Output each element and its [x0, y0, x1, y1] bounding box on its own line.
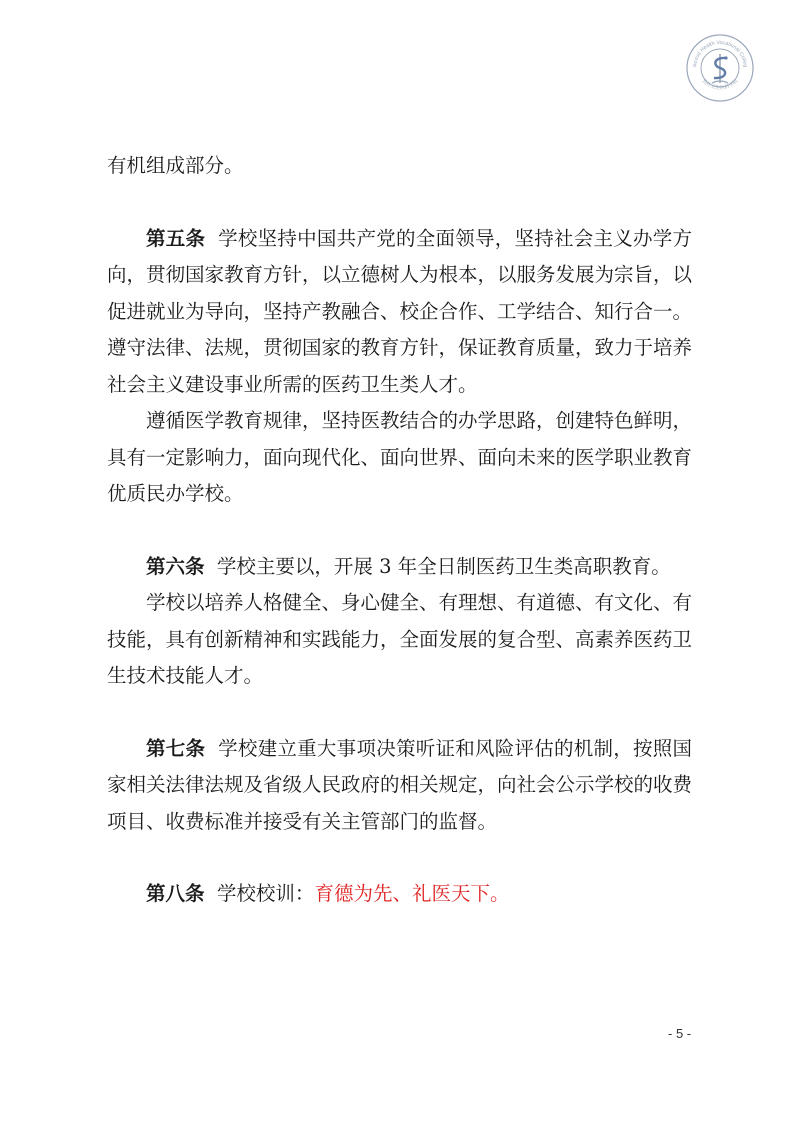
article-6-paragraph: [107, 549, 692, 586]
article-7-paragraph: [107, 731, 692, 841]
article-6-paragraph-2: 学校以培养人格健全、身心健全、有理想、有道德、有文化、有技能，具有创新精神和实践能力，全面发展的复合型、高素养医药卫生技术技能人才。: [107, 591, 693, 687]
document-body: [107, 148, 692, 913]
article-5-paragraph-2: 遵循医学教育规律，坚持医教结合的办学思路，创建特色鲜明，具有一定影响力，面向现代化、面向世界、面向未来的医学职业教育优质民办学校。: [107, 409, 693, 505]
college-seal-logo: [685, 33, 755, 103]
article-5-text: 学校坚持中国共产党的全面领导，坚持社会主义办学方向，贯彻国家教育方针，以立德树人为根本，以服务发展为宗旨，以促进就业为导向，坚持产教融合、校企合作、工学结合、知行合一。遵守法律、法规，贯彻国家的教育方针，保证教育质量，致力于培养社会主义建设事业所需的医药卫生类人才。: [107, 226, 693, 396]
seal-emblem-icon: [685, 33, 755, 103]
article-6-text: 学校主要以，开展 3 年全日制医药卫生类高职教育。: [216, 554, 671, 578]
article-5-paragraph: [107, 221, 692, 404]
school-motto: 育德为先、礼医天下。: [314, 882, 510, 905]
article-8-lead: 学校校训：: [216, 882, 315, 905]
article-8-paragraph: [107, 876, 692, 913]
article-7-heading: 第七条: [146, 736, 206, 760]
article-6-heading: 第六条: [146, 554, 205, 578]
article-8-heading: 第八条: [146, 882, 205, 905]
svg-text:Jiaozuo Health Vocational Coll: iaozuo Health Vocational Colleg: [692, 39, 749, 68]
continuation-paragraph: 有机组成部分。: [107, 154, 244, 177]
svg-text:焦作卫生医药学院: 焦作卫生医药学院: [700, 78, 740, 92]
article-7-text: 学校建立重大事项决策听证和风险评估的机制，按照国家相关法律法规及省级人民政府的相关规定，向社会公示学校的收费项目、收费标准并接受有关主管部门的监督。: [107, 736, 693, 833]
page-number: - 5 -: [668, 1026, 692, 1041]
article-5-heading: 第五条: [146, 226, 206, 250]
